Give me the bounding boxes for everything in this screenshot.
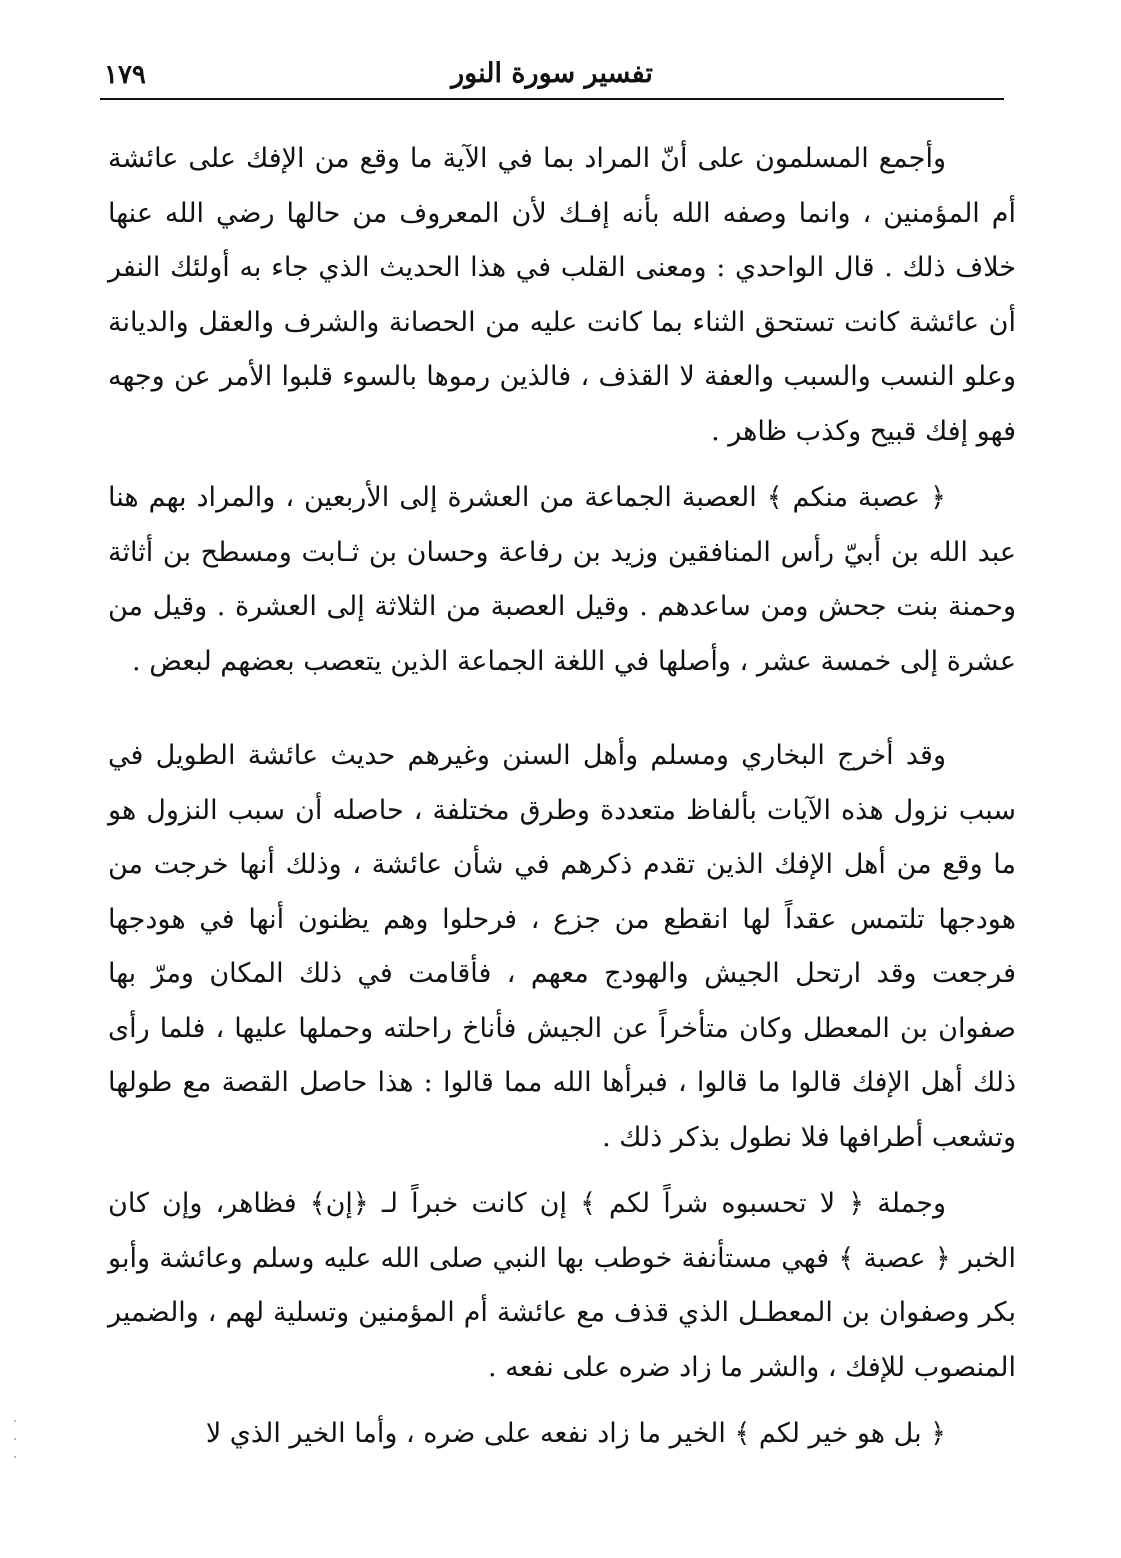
header-divider	[100, 98, 1004, 100]
body-text	[108, 132, 1016, 1462]
paragraph-la-tahsabuhu: وجملة ﴿ لا تحسبوه شراً لكم ﴾ إن كانت خبراً لـ ﴿إن﴾ فظاهر، وإن كان الخبر ﴿ عصبة ﴾ فهي مستأنفة خوطب بها النبي صلى الله عليه وسلم وعائشة وأبو بكر وصفوان بن المعطـل الذي قذف مع عائشة أم المؤمنين وتسلية لهم ، والضمير المنصوب للإفك ، والشر ما زاد ضره على نفعه .	[108, 1188, 1016, 1383]
paragraph-consensus: وأجمع المسلمون على أنّ المراد بما في الآية ما وقع من الإفك على عائشة أم المؤمنين ، وانما وصفه الله بأنه إفـك لأن المعروف من حالها رضي الله عنها خلاف ذلك . قال الواحدي : ومعنى القلب في هذا الحديث الذي جاء به أولئك النفر أن عائشة كانت تستحق الثناء بما كانت عليه من الحصانة والشرف والعقل والديانة وعلو النسب والسبب والعفة لا القذف ، فالذين رموها بالسوء قلبوا الأمر عن وجهه فهو إفك قبيح وكذب ظاهر .	[108, 143, 1016, 447]
running-header	[100, 52, 1004, 98]
paragraph-usba: ﴿ عصبة منكم ﴾ العصبة الجماعة من العشرة إلى الأربعين ، والمراد بهم هنا عبد الله بن أبيّ رأس المنافقين وزيد بن رفاعة وحسان بن ثـابت ومسطح بن أثاثة وحمنة بنت جحش ومن ساعدهم . وقيل العصبة من الثلاثة إلى العشرة . وقيل من عشرة إلى خمسة عشر ، وأصلها في اللغة الجماعة الذين يتعصب بعضهم لبعض .	[108, 482, 1016, 677]
header-title: تفسير سورة النور	[451, 58, 653, 89]
page-number: ١٧٩	[104, 60, 146, 90]
scan-artifact	[14, 1420, 18, 1480]
paragraph-bal-huwa-khayr: ﴿ بل هو خير لكم ﴾ الخير ما زاد نفعه على ضره ، وأما الخير الذي لا	[205, 1418, 946, 1449]
paragraph-hadith: وقد أخرج البخاري ومسلم وأهل السنن وغيرهم حديث عائشة الطويل في سبب نزول هذه الآيات بألفاظ متعددة وطرق مختلفة ، حاصله أن سبب النزول هو ما وقع من أهل الإفك الذين تقدم ذكرهم في شأن عائشة ، وذلك أنها خرجت من هودجها تلتمس عقداً لها انقطع من جزع ، فرحلوا وهم يظنون أنها في هودجها فرجعت وقد ارتحل الجيش والهودج معهم ، فأقامت في ذلك المكان ومرّ بها صفوان بن المعطل وكان متأخراً عن الجيش فأناخ راحلته وحملها عليها ، فلما رأى ذلك أهل الإفك قالوا ما قالوا ، فبرأها الله مما قالوا : هذا حاصل القصة مع طولها وتشعب أطرافها فلا نطول بذكر ذلك .	[108, 740, 1016, 1153]
